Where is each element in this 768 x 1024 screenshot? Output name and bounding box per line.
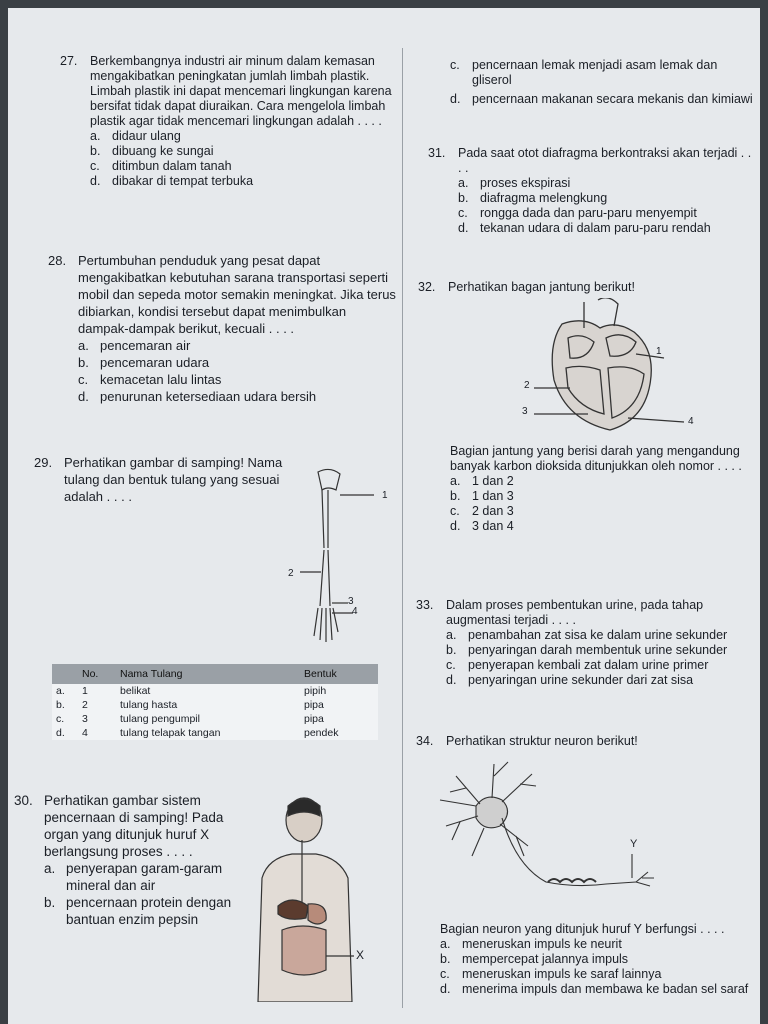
digestive-system-figure [248, 794, 378, 1002]
worksheet-page [8, 8, 760, 1024]
question-text: Perhatikan gambar sistem pencernaan di samping! Pada organ yang ditunjuk huruf X berlangsung proses . . . . [44, 793, 224, 859]
option-d[interactable]: d. 3 dan 4 [450, 519, 514, 533]
question-30-continued [450, 58, 756, 107]
header-bentuk: Bentuk [300, 664, 378, 684]
figure-label-2: 2 [288, 568, 294, 579]
option-d[interactable]: d. pencernaan makanan secara mekanis dan kimiawi [450, 92, 753, 106]
question-number: 28. [48, 253, 67, 268]
forearm-shape [320, 550, 330, 606]
heart-diagram-figure [518, 298, 698, 438]
figure-label-y: Y [630, 838, 638, 850]
option-d[interactable]: d. penurunan ketersediaan udara bersih [78, 389, 317, 404]
figure-label-1: 1 [656, 346, 662, 357]
intestine-shape [282, 926, 326, 975]
question-number: 34. [416, 734, 434, 748]
neuron-figure [436, 756, 676, 896]
question-29 [34, 454, 284, 505]
option-a[interactable]: a. didaur ulang [90, 129, 181, 143]
question-text: Berkembangnya industri air minum dalam kemasan mengakibatkan peningkatan jumlah limbah plastik. Limbah plastik ini dapat mencemari lingkungan karena bersifat tidak dapat diuraikan. Cara mengelola limbah plastik agar tidak mencemari lingkungan adalah . . . . [90, 54, 392, 128]
option-d[interactable]: d. tekanan udara di dalam paru-paru rendah [458, 221, 711, 235]
option-d[interactable]: d. penyaringan urine sekunder dari zat sisa [446, 673, 694, 687]
option-c[interactable]: c. pencernaan lemak menjadi asam lemak dan gliserol [450, 58, 718, 87]
question-text: Perhatikan struktur neuron berikut! [446, 734, 638, 748]
arm-skeleton-figure [278, 460, 388, 656]
question-number: 33. [416, 598, 434, 612]
question-text: Perhatikan bagan jantung berikut! [448, 280, 635, 294]
humerus-shape [322, 490, 328, 548]
option-d[interactable]: d. dibakar di tempat terbuka [90, 174, 254, 188]
question-number: 27. [60, 54, 78, 68]
question-text: Pada saat otot diafragma berkontraksi akan terjadi . . . . [458, 146, 752, 175]
question-34 [416, 734, 758, 749]
figure-label-x: X [356, 948, 365, 962]
option-d[interactable]: d. menerima impuls dan membawa ke badan sel saraf [440, 982, 749, 996]
table-row[interactable]: d. 4 tulang telapak tangan pendek [52, 726, 378, 740]
option-c[interactable]: c. ditimbun dalam tanah [90, 159, 232, 173]
question-27 [60, 54, 398, 189]
question-text: Dalam proses pembentukan urine, pada tahap augmentasi terjadi . . . . [446, 598, 704, 627]
option-b[interactable]: b. pencernaan protein dengan bantuan enzim pepsin [44, 895, 232, 927]
bone-table [52, 664, 378, 740]
header-no: No. [78, 664, 116, 684]
question-30 [14, 792, 240, 928]
option-a[interactable]: a. 1 dan 2 [450, 474, 514, 488]
question-32 [418, 280, 748, 295]
header-nama-tulang: Nama Tulang [116, 664, 300, 684]
question-text: Pertumbuhan penduduk yang pesat dapat mengakibatkan kebutuhan sarana transportasi seperti mobil dan sepeda motor semakin meningkat. Jika terus dibiarkan, kondisi tersebut dapat menimbulkan dampak-dampak berikut, kecuali . . . . [78, 253, 396, 336]
question-number: 31. [428, 146, 446, 160]
option-a[interactable]: a. pencemaran air [78, 338, 191, 353]
figure-label-1: 1 [382, 490, 388, 501]
question-text: Perhatikan gambar di samping! Nama tulang dan bentuk tulang yang sesuai adalah . . . . [64, 455, 283, 504]
option-a[interactable]: a. meneruskan impuls ke neurit [440, 937, 622, 951]
figure-label-4: 4 [688, 416, 694, 427]
option-a[interactable]: a. proses ekspirasi [458, 176, 571, 190]
question-number: 30. [14, 793, 33, 808]
table-row[interactable]: a. 1 belikat pipih [52, 684, 378, 698]
scapula-shape [318, 469, 340, 490]
question-28 [48, 252, 398, 405]
liver-shape [278, 900, 308, 919]
table-row[interactable]: c. 3 tulang pengumpil pipa [52, 712, 378, 726]
question-34-body [440, 922, 760, 997]
option-b[interactable]: b. diafragma melengkung [458, 191, 608, 205]
column-divider [402, 48, 403, 1008]
table-header-row [52, 664, 378, 684]
figure-label-4: 4 [352, 606, 358, 617]
question-33 [416, 598, 758, 688]
axon-terminal-shape [636, 872, 654, 886]
question-32-body [420, 444, 756, 534]
option-c[interactable]: c. meneruskan impuls ke saraf lainnya [440, 967, 662, 981]
option-b[interactable]: b. mempercepat jalannya impuls [440, 952, 629, 966]
figure-label-3: 3 [522, 406, 528, 417]
option-b[interactable]: b. penyaringan darah membentuk urine sekunder [446, 643, 728, 657]
question-number: 32. [418, 280, 436, 294]
option-b[interactable]: b. dibuang ke sungai [90, 144, 214, 158]
option-c[interactable]: c. rongga dada dan paru-paru menyempit [458, 206, 697, 220]
figure-label-3: 3 [348, 596, 354, 607]
question-text: Bagian jantung yang berisi darah yang mengandung banyak karbon dioksida ditunjukkan oleh nomor . . . . [450, 444, 742, 473]
option-c[interactable]: c. kemacetan lalu lintas [78, 372, 222, 387]
question-text: Bagian neuron yang ditunjuk huruf Y berfungsi . . . . [440, 922, 725, 936]
option-a[interactable]: a. penyerapan garam-garam mineral dan air [44, 861, 223, 893]
option-b[interactable]: b. pencemaran udara [78, 355, 210, 370]
myelin-sheath-shape [548, 879, 596, 882]
option-a[interactable]: a. penambahan zat sisa ke dalam urine sekunder [446, 628, 728, 642]
question-number: 29. [34, 455, 53, 470]
question-31 [428, 146, 756, 236]
option-c[interactable]: c. 2 dan 3 [450, 504, 514, 518]
option-c[interactable]: c. penyerapan kembali zat dalam urine primer [446, 658, 709, 672]
option-b[interactable]: b. 1 dan 3 [450, 489, 514, 503]
pointer-line-4 [628, 418, 684, 422]
table-row[interactable]: b. 2 tulang hasta pipa [52, 698, 378, 712]
figure-label-2: 2 [524, 380, 530, 391]
